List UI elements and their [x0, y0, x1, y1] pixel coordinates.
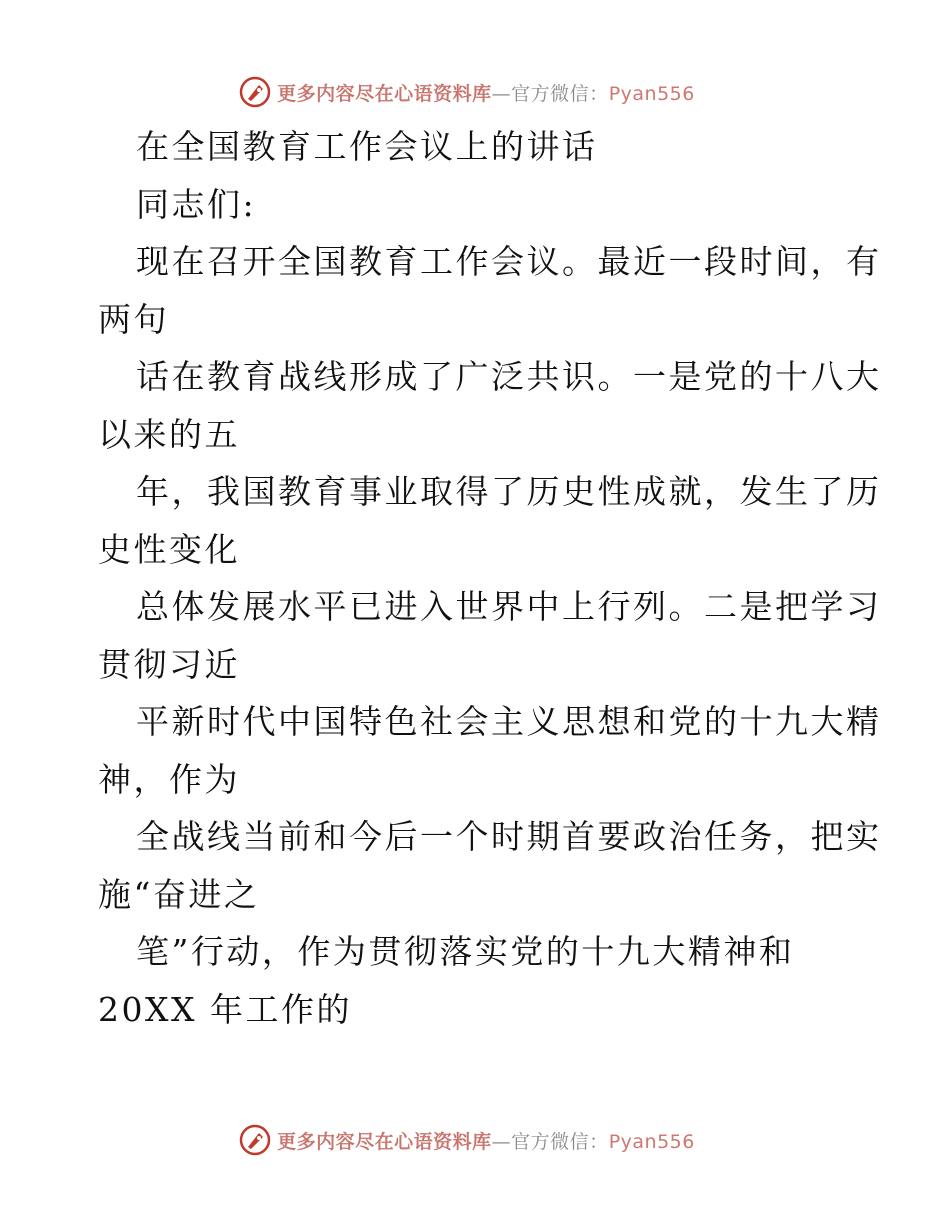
header-banner-content	[239, 76, 695, 108]
paragraph-line: 笔”行动，作为贯彻落实党的十九大精神和	[136, 932, 795, 971]
paragraph-line: 贯彻习近	[98, 644, 240, 684]
paragraph-line: 总体发展水平已进入世界中上行列。二是把学习	[136, 587, 882, 626]
pen-nib-icon	[239, 1124, 271, 1156]
paragraph-line: 施“奋进之	[98, 874, 260, 914]
paragraph-line: 神，作为	[98, 759, 240, 799]
document-body	[98, 118, 882, 1038]
banner-wechat-id: Pyan556	[608, 82, 695, 105]
paragraph-line: 年，我国教育事业取得了历史性成就，发生了历	[136, 472, 882, 511]
pen-nib-icon	[239, 76, 271, 108]
paragraph-line: 全战线当前和今后一个时期首要政治任务，把实	[136, 817, 882, 856]
paragraph-line: 20XX 年工作的	[98, 989, 352, 1029]
banner-text	[277, 79, 695, 106]
paragraph-line: 史性变化	[98, 529, 240, 569]
document-title: 在全国教育工作会议上的讲话	[136, 127, 598, 166]
salutation: 同志们:	[136, 184, 257, 224]
footer-banner	[0, 1120, 950, 1160]
paragraph-line: 话在教育战线形成了广泛共识。一是党的十八大	[136, 357, 882, 396]
paragraph-line: 以来的五	[98, 414, 240, 454]
banner-text	[277, 1127, 695, 1154]
banner-wechat-id: Pyan556	[608, 1130, 695, 1153]
paragraph-line: 两句	[98, 299, 169, 339]
header-banner	[0, 72, 950, 112]
banner-sub-text: —官方微信：	[491, 1130, 609, 1153]
banner-sub-text: —官方微信：	[491, 82, 609, 105]
paragraph-line: 现在召开全国教育工作会议。最近一段时间，有	[136, 242, 882, 281]
paragraph-line: 平新时代中国特色社会主义思想和党的十九大精	[136, 702, 882, 741]
footer-banner-content	[239, 1124, 695, 1156]
banner-main-text: 更多内容尽在心语资料库	[277, 1130, 492, 1153]
banner-main-text: 更多内容尽在心语资料库	[277, 82, 492, 105]
